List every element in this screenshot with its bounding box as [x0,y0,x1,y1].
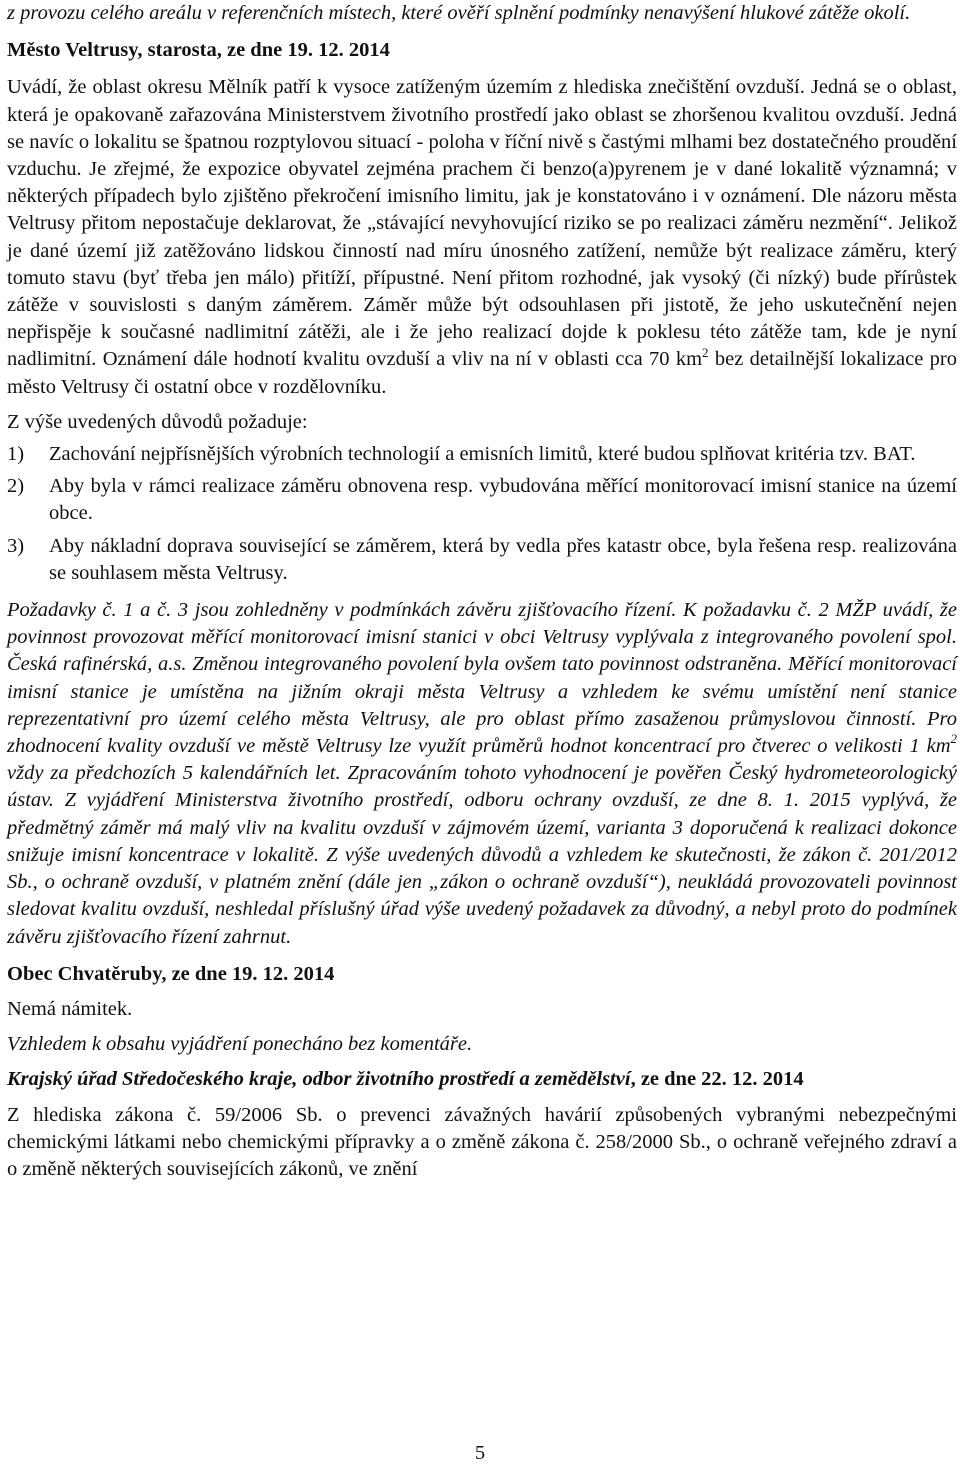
requirements-intro: Z výše uvedených důvodů požaduje: [7,410,308,433]
page-number: 5 [474,1442,486,1464]
krajsky-statement: Z hlediska zákona č. 59/2006 Sb. o prevenci závažných havárií způsobených vybranými nebezpečnými chemickými látkami nebo chemickými přípravky a o změně zákona č. 258/2000 Sb., o ochraně veřejného zdraví a o změně některých souvisejících zákonů, ve znění [7,1103,957,1180]
veltrusy-statement-text: Uvádí, že oblast okresu Mělník patří k vysoce zatíženým územím z hlediska znečištění ovzduší. Jedná se o oblast, která je opakovaně zařazována Ministerstvem životního prostředí jako oblast se zhoršenou kvalitou ovzduší. Jedná se navíc o lokalitu se špatnou rozptylovou situací - poloha v říční nivě s častými mlhami bez dostatečného proudění vzduchu. Je zřejmé, že expozice obyvatel zejména prachem či benzo(a)pyrenem je v dané lokalitě významná; v některých případech bylo zjištěno překročení imisního limitu, jak je konstatováno i v oznámení. Dle názoru města Veltrusy přitom nepostačuje deklarovat, že „stávající nevyhovující riziko se po realizaci záměru nezmění“. Jelikož je dané území již zatěžováno lidskou činností nad míru únosného zatížení, nemůže být realizace záměru, který tomuto stavu (byť třeba jen málo) přitíží, přípustné. Není přitom rozhodné, jak vysoký (či nízký) bude přírůstek zátěže v souvislosti s daným záměrem. Záměr může být odsouhlasen při jistotě, že jeho uskutečnění nejen nepřispěje k současné nadlimitní zátěži, ale i že jeho realizací dojde k poklesu této zátěže tam, kde je nyní nadlimitní. Oznámení dále hodnotí kvalitu ovzduší a vliv na ní v oblasti cca 70 km [7,76,957,371]
chvateruby-statement: Nemá námitek. [7,997,133,1020]
veltrusy-heading: Město Veltrusy, starosta, ze dne 19. 12. 2014 [7,39,390,62]
superscript: 2 [950,731,957,747]
krajsky-heading-name: Krajský úřad Středočeského kraje, odbor životního prostředí a zemědělství [7,1068,631,1091]
intro-paragraph: z provozu celého areálu v referenčních místech, které ověří splnění podmínky nenavýšení hlukové zátěže okolí. [7,2,911,24]
chvateruby-response: Vzhledem k obsahu vyjádření ponecháno bez komentáře. [7,1033,473,1056]
chvateruby-heading-date: , ze dne 19. 12. 2014 [161,962,335,985]
list-item [7,533,957,587]
list-text: Aby nákladní doprava související se záměrem, která by vedla přes katastr obce, byla řešena resp. realizována se souhlasem města Veltrusy. [49,534,957,584]
list-number: 2) [7,475,25,498]
ministry-response-end: vždy za předchozích 5 kalendářních let. Zpracováním tohoto vyhodnocení je pověřen Český hydrometeorologický ústav. Z vyjádření Ministerstva životního prostředí, odboru ochrany ovzduší, ze dne 8. 1. 2015 vyplývá, že předmětný záměr má malý vliv na kvalitu ovzduší v zájmovém území, varianta 3 doporučená k realizaci dokonce snižuje imisní koncentrace v lokalitě. Z výše uvedených důvodů a vzhledem ke skutečnosti, že zákon č. 201/2012 Sb., o ochraně ovzduší, v platném znění (dále jen „zákon o ochraně ovzduší“), neukládá provozovateli povinnost sledovat kvalitu ovzduší, neshledal příslušný úřad výše uvedený požadavek za důvodný, a nebyl proto do podmínek závěru zjišťovacího řízení zahrnut. [7,762,957,948]
requirements-list [7,441,957,587]
document-page [7,0,957,1183]
krajsky-heading-date: , ze dne 22. 12. 2014 [630,1068,804,1091]
krajsky-heading [7,1066,957,1093]
veltrusy-statement-end: bez detailnější lokalizace pro město Veltrusy či ostatní obce v rozdělovníku. [7,348,958,398]
list-number: 3) [7,534,25,557]
ministry-response [7,597,957,951]
list-text: Zachování nejpřísnějších výrobních technologií a emisních limitů, které budou splňovat kritéria tzv. BAT. [49,443,916,466]
ministry-response-text: Požadavky č. 1 a č. 3 jsou zohledněny v podmínkách závěru zjišťovacího řízení. K požadavku č. 2 MŽP uvádí, že povinnost provozovat měřící monitorovací imisní stanici v obci Veltrusy vyplývala z integrovaného povolení spol. Česká rafinérská, a.s. Změnou integrovaného povolení byla ovšem tato povinnost odstraněna. Měřící monitorovací imisní stanice je umístěna na jižním okraji města Veltrusy a vzhledem ke svému umístění není stanice reprezentativní pro území celého města Veltrusy, ale pro oblast přímo zasaženou průmyslovou činností. Pro zhodnocení kvality ovzduší ve městě Veltrusy lze využít průměrů hodnot koncentrací pro čtverec o velikosti 1 km [7,599,957,758]
chvateruby-heading-name: Obec Chvatěruby [7,962,162,985]
list-item [7,441,957,468]
list-text: Aby byla v rámci realizace záměru obnovena resp. vybudována měřící monitorovací imisní stanice na území obce. [49,475,957,525]
list-item [7,473,957,527]
list-number: 1) [7,443,25,466]
veltrusy-statement [7,74,957,400]
superscript: 2 [702,344,709,360]
chvateruby-heading [7,961,957,988]
